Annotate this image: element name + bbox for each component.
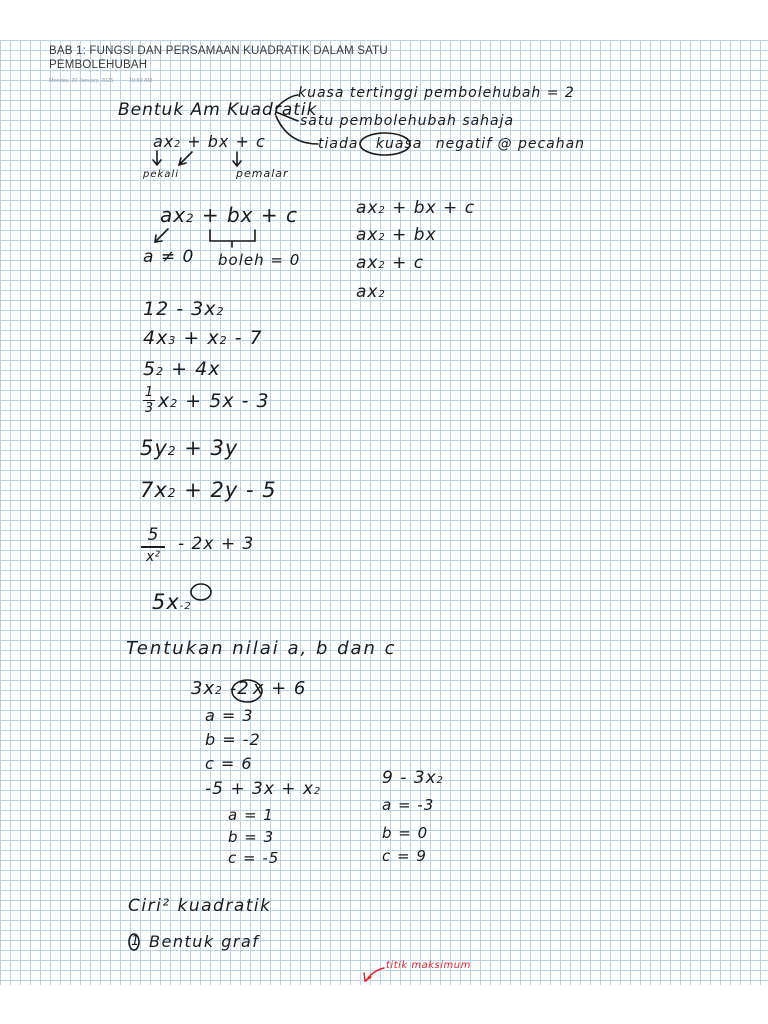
question-3: $9 - 3x^2$ — [382, 768, 444, 788]
label-pekali: pekali — [143, 169, 179, 180]
ink-strokes — [0, 40, 768, 985]
circled-kuasa: kuasa — [375, 136, 423, 152]
ciri-3: tiada kuasa negatif @ pecahan — [318, 136, 586, 152]
example-2: $4x^3 + x^2 - 7$ — [143, 327, 263, 349]
example-4: $x^2 + 5x - 3$ — [158, 390, 270, 412]
heading-ciri: Ciri² kuadratik — [128, 896, 272, 916]
example-6: $7x^2 + 2y - 5$ — [140, 478, 277, 502]
notebook-page — [0, 40, 768, 985]
item-1: Bentuk graf — [149, 932, 260, 951]
question-1: $3x^2$ -2 x + 6 — [191, 678, 307, 699]
example-1: $12 - 3x^2$ — [143, 298, 225, 320]
page-time: 10:50 AM — [128, 78, 153, 84]
q1-answer-a: a = 3 — [205, 706, 254, 725]
q2-answer-a: a = 1 — [228, 806, 274, 824]
condition-bc: boleh = 0 — [218, 251, 301, 269]
ciri-2: satu pembolehubah sahaja — [300, 113, 515, 129]
bracket-bc — [210, 230, 255, 247]
q1-answer-b: b = -2 — [205, 730, 261, 749]
q3-answer-c: c = 9 — [382, 847, 427, 865]
heading-bentuk-am: Bentuk Am Kuadratik — [118, 100, 318, 120]
q3-answer-b: b = 0 — [382, 824, 429, 842]
arrow-pekali — [153, 151, 161, 165]
bottom-margin — [0, 985, 768, 1024]
q1-answer-c: c = 6 — [205, 754, 253, 773]
q3-answer-a: a = -3 — [382, 796, 435, 814]
page-timestamp — [49, 78, 166, 84]
variant-2: $ax^2$ + bx — [356, 225, 437, 245]
variant-1: $ax^2$ + bx + c — [356, 198, 476, 218]
page-title: BAB 1: FUNGSI DAN PERSAMAAN KUADRATIK DALAM SATU PEMBOLEHUBAH — [49, 45, 388, 71]
general-form-2: $ax^2$ + bx + c — [160, 203, 298, 227]
example-7: - 2x + 3 — [178, 534, 255, 554]
q2-answer-b: b = 3 — [228, 828, 275, 846]
circle-exponent — [191, 584, 211, 600]
arrow-pemalar — [233, 152, 241, 166]
variant-3: $ax^2 + c$ — [356, 253, 425, 273]
q2-answer-c: c = -5 — [228, 849, 280, 867]
question-2: $-5 + 3x + x^2$ — [205, 779, 322, 799]
red-annotation: titik maksimum — [386, 960, 471, 971]
arrow-a — [155, 229, 168, 242]
variant-4: $ax^2$ — [356, 282, 386, 302]
heading-tentukan: Tentukan nilai a, b dan c — [126, 638, 397, 659]
example-5: $5y^2 + 3y$ — [140, 436, 239, 460]
general-form: $ax^2$ + bx + c — [153, 132, 266, 151]
circled-b: -2 — [229, 678, 250, 699]
example-4-fraction: 1 3 — [144, 385, 154, 416]
ciri-1: kuasa tertinggi pembolehubah = 2 — [298, 85, 575, 101]
example-3: $5^2 + 4x$ — [143, 358, 221, 380]
example-7-fraction: 5 x² — [141, 527, 165, 564]
circled-exponent: -2 — [179, 601, 192, 612]
condition-a: a ≠ 0 — [143, 247, 195, 267]
example-8: $5x^{-2}$ — [152, 590, 192, 614]
page-date: Monday, 20 January, 2025 — [49, 78, 114, 84]
arrow-pekali-2 — [179, 152, 192, 165]
item-1-number: 1 — [131, 934, 141, 949]
label-pemalar: pemalar — [236, 167, 289, 180]
red-arrow — [364, 968, 384, 981]
